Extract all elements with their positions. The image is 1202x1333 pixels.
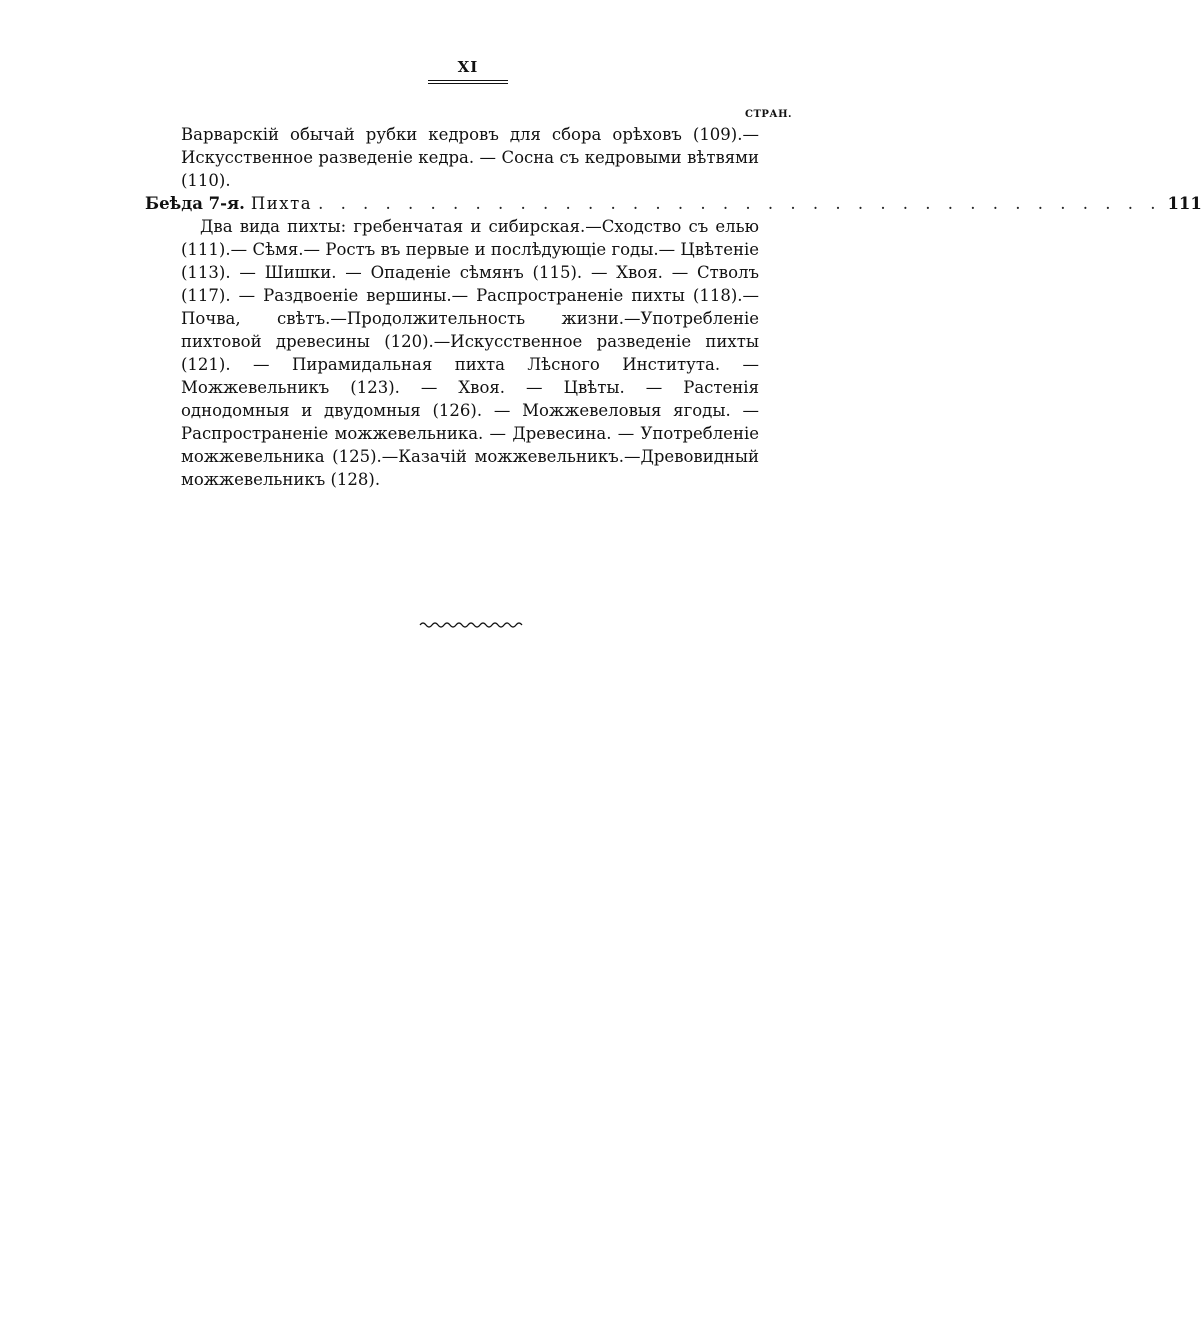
wavy-line-ornament-icon [418,618,526,632]
entry-title: Пихта [250,194,313,213]
page-column-label: СТРАН. [745,109,792,120]
header-rule [428,80,508,81]
entry-summary-block [181,215,759,491]
continuation-text-block [181,123,759,192]
continuation-text: Варварскій обычай рубки кедровъ для сбора орѣховъ (109).— Искусственное разведеніе кедра. — Сосна съ кедровыми вѣтвями (110). [181,125,759,190]
dot-leader: . . . . . . . . . . . . . . . . . . . . . . . . . . . . . . . . . . . . . . [318,194,1162,213]
entry-page-number: 111 [1167,194,1202,213]
page-number: XI [457,58,479,76]
toc-entry [145,192,1202,215]
entry-label: Беѣда 7-я. [145,194,245,213]
entry-summary: Два вида пихты: гребенчатая и сибирская.—Сходство съ елью (111).— Сѣмя.— Ростъ въ первые и послѣдующіе годы.— Цвѣтеніе (113). — Шишки. — Опаденіе сѣмянъ (115). — Хвоя. — Стволъ (117). — Раздвоеніе вершины.— Распространеніе пихты (118).—Почва, свѣтъ.—Продолжительность жизни.—Употребленіе пихтовой древесины (120).—Искусственное разведеніе пихты (121). — Пирамидальная пихта Лѣсного Института. — Можжевельникъ (123). — Хвоя. — Цвѣты. — Растенія однодомныя и двудомныя (126). — Можжевеловыя ягоды. — Распространеніе можжевельника. — Древесина. — Употребленіе можжевельника (125).—Казачій можжевельникъ.—Древовидный можжевельникъ (128). [181,217,759,489]
header-rule-double [428,83,508,84]
